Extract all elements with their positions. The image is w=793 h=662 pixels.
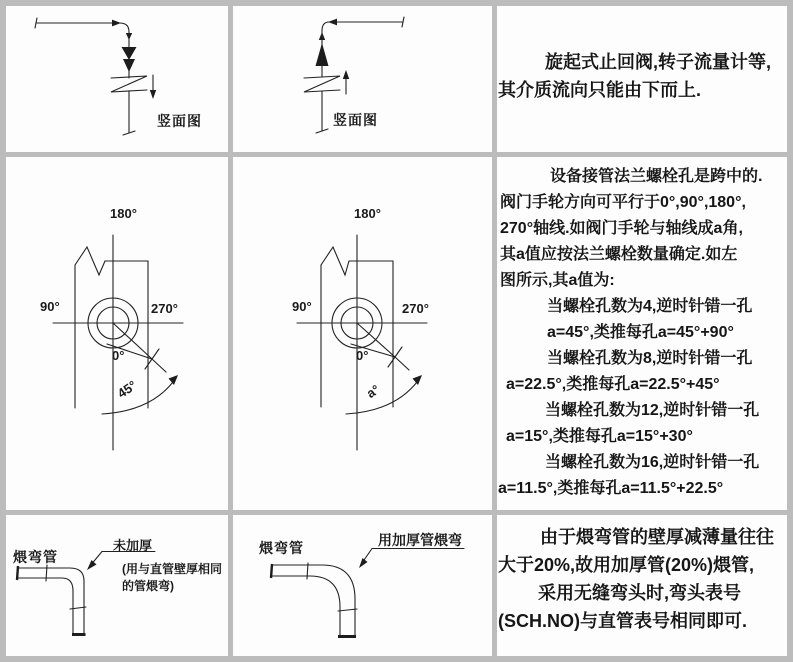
- pipe-run: [35, 18, 135, 135]
- callout-leader: [359, 549, 464, 569]
- note-line: 其介质流向只能由下而上.: [498, 80, 701, 100]
- note-line: 当螺栓孔数为4,逆时针错一孔: [547, 298, 753, 315]
- cell-flange-orientation-a: [233, 157, 492, 510]
- note-line: 当螺栓孔数为8,逆时针错一孔: [547, 350, 753, 367]
- cell-elevation-diagram-down: [6, 6, 228, 152]
- axes: [53, 235, 183, 450]
- note-line: 旋起式止回阀,转子流量计等,: [545, 52, 772, 72]
- note-line: a=45°,类推每孔a=45°+90°: [547, 324, 734, 341]
- note-line: a=15°,类推每孔a=15°+30°: [506, 428, 693, 445]
- label-90deg: 90°: [40, 299, 60, 314]
- note-line: 采用无缝弯头时,弯头表号: [538, 583, 741, 603]
- cell-bent-pipe-thickened: [233, 515, 492, 656]
- note-line: a=22.5°,类推每孔a=22.5°+45°: [506, 376, 720, 393]
- label-180deg: 180°: [110, 206, 137, 221]
- cell-elevation-diagram-up: [233, 6, 492, 152]
- note-line: 大于20%,故用加厚管(20%)煨管,: [498, 555, 755, 575]
- elevation-view-caption: 竖面图: [333, 112, 378, 128]
- callout-note-line2: 的管煨弯): [122, 579, 174, 593]
- note-line: 图所示,其a值为:: [500, 272, 615, 289]
- note-line: 当螺栓孔数为16,逆时针错一孔: [545, 454, 760, 471]
- note-line: 设备接管法兰螺栓孔是跨中的.: [550, 168, 763, 185]
- pipe-elbow: [271, 563, 357, 637]
- note-line: a=11.5°,类推每孔a=11.5°+22.5°: [498, 480, 724, 497]
- pipe-elbow: [17, 565, 86, 635]
- note-line: (SCH.NO)与直管表号相同即可.: [498, 611, 747, 631]
- label-180deg: 180°: [354, 206, 381, 221]
- bent-pipe-label: 煨弯管: [259, 540, 304, 556]
- flow-direction-arrow-down: [150, 75, 156, 99]
- callout-unthickened: 未加厚: [113, 538, 153, 553]
- note-line: 270°轴线.如阀门手轮与轴线成a角,: [500, 220, 743, 237]
- cell-note-bent-pipe: [497, 515, 787, 656]
- valve-symbol: [122, 47, 137, 72]
- note-line: 由于煨弯管的壁厚减薄量往往: [540, 527, 774, 547]
- cell-flange-orientation-45: [6, 157, 228, 510]
- label-angle-45: 45°: [114, 377, 140, 401]
- note-line: 阀门手轮方向可平行于0°,90°,180°,: [500, 194, 746, 211]
- elevation-view-caption: 竖面图: [157, 113, 202, 129]
- note-line: 其a值应按法兰螺栓数量确定.如左: [500, 246, 738, 263]
- swing-check-valve-symbol: [304, 76, 340, 92]
- callout-thickened: 用加厚管煨弯: [378, 532, 462, 548]
- check-valve-elevation-up-drawing: [233, 6, 492, 152]
- label-90deg: 90°: [292, 299, 312, 314]
- label-angle-a: a°: [363, 381, 383, 401]
- callout-note-line1: (用与直管壁厚相同: [122, 562, 222, 576]
- label-0deg: 0°: [112, 348, 125, 363]
- flow-direction-arrow-up: [343, 70, 349, 94]
- note-line: 当螺栓孔数为12,逆时针错一孔: [545, 402, 760, 419]
- valve-symbol: [316, 43, 329, 66]
- label-0deg: 0°: [356, 348, 369, 363]
- cell-bent-pipe-unthickened: [6, 515, 228, 656]
- axes: [297, 235, 427, 450]
- cell-note-check-valve: [497, 6, 787, 152]
- label-270deg: 270°: [151, 301, 178, 316]
- bent-pipe-label: 煨弯管: [13, 549, 58, 565]
- cell-note-flange-bolt-holes: [497, 157, 787, 510]
- label-270deg: 270°: [402, 301, 429, 316]
